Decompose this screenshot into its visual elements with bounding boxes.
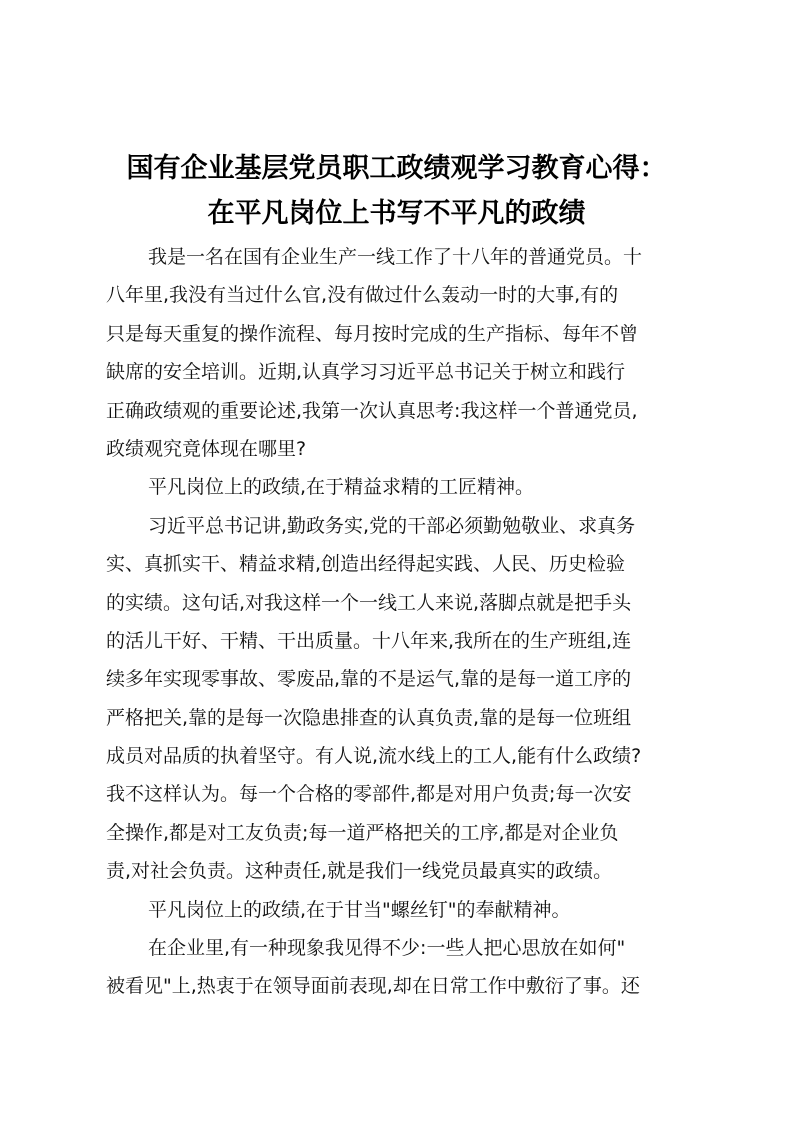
paragraph-line: 政绩观究竟体现在哪里? — [106, 437, 307, 460]
paragraph-line: 被看见"上,热衷于在领导面前表现,却在日常工作中敷衍了事。还 — [106, 975, 640, 998]
paragraph-line: 我是一名在国有企业生产一线工作了十八年的普通党员。十 — [148, 246, 643, 268]
paragraph-line: 我不这样认为。每一个合格的零部件,都是对用户负责;每一次安 — [106, 783, 632, 806]
paragraph-line: 八年里,我没有当过什么官,没有做过什么轰动一时的大事,有的 — [106, 284, 619, 307]
paragraph-line: 在企业里,有一种现象我见得不少:一些人把心思放在如何" — [148, 937, 626, 960]
paragraph-line: 实、真抓实干、精益求精,创造出经得起实践、人民、历史检验 — [106, 553, 626, 576]
paragraph-line: 缺席的安全培训。近期,认真学习习近平总书记关于树立和践行 — [106, 361, 626, 384]
paragraph-line: 责,对社会负责。这种责任,就是我们一线党员最真实的政绩。 — [106, 860, 613, 883]
paragraph-line: 正确政绩观的重要论述,我第一次认真思考:我这样一个普通党员, — [106, 399, 638, 422]
paragraph-line: 成员对品质的执着坚守。有人说,流水线上的工人,能有什么政绩? — [106, 745, 642, 768]
paragraph-line: 严格把关,靠的是每一次隐患排查的认真负责,靠的是每一位班组 — [106, 706, 632, 729]
paragraph-line: 续多年实现零事故、零废品,靠的不是运气,靠的是每一道工序的 — [106, 668, 632, 691]
paragraph-line: 只是每天重复的操作流程、每月按时完成的生产指标、每年不曾 — [106, 322, 639, 345]
section-heading-line: 平凡岗位上的政绩,在于精益求精的工匠精神。 — [148, 476, 535, 499]
document-body — [106, 238, 693, 1006]
paragraph-line: 习近平总书记讲,勤政务实,党的干部必须勤勉敬业、求真务 — [148, 514, 636, 537]
paragraph-line: 的活儿干好、干精、干出质量。十八年来,我所在的生产班组,连 — [106, 629, 632, 652]
document-title-line-1: 国有企业基层党员职工政绩观学习教育心得： — [126, 153, 667, 184]
section-heading-line: 平凡岗位上的政绩,在于甘当"螺丝钉"的奉献精神。 — [148, 898, 571, 921]
paragraph-line: 全操作,都是对工友负责;每一道严格把关的工序,都是对企业负 — [106, 821, 619, 844]
paragraph-line: 的实绩。这句话,对我这样一个一线工人来说,落脚点就是把手头 — [106, 591, 632, 614]
document-title-line-2: 在平凡岗位上书写不平凡的政绩 — [207, 198, 586, 229]
